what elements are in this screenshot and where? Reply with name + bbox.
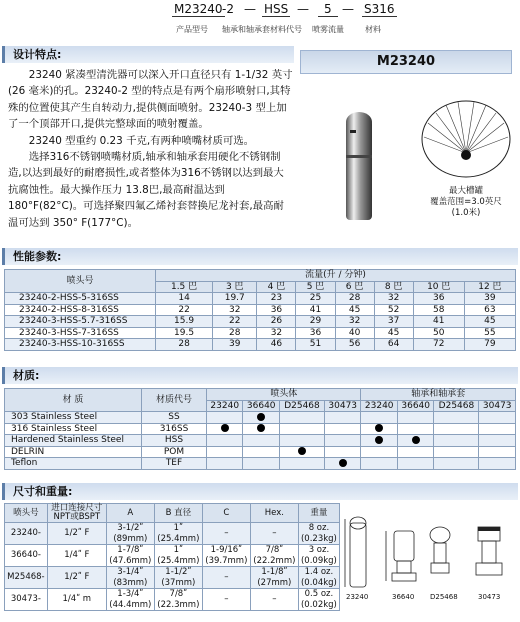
dim-value-metric: (0.04kg): [300, 577, 337, 588]
material-code: SS: [142, 412, 207, 424]
dim-value-metric: (27mm): [257, 577, 292, 588]
material-cell: [279, 412, 324, 424]
material-cell: [279, 423, 324, 435]
dim-value-metric: (39.7mm): [205, 555, 248, 566]
dimensions-table: [4, 503, 340, 611]
spray-caption-line: 最大槽罐: [448, 186, 483, 196]
dim-model: 23240-: [5, 523, 48, 545]
dim-value: –: [224, 572, 229, 583]
flow-value: 28: [156, 339, 213, 351]
code-dash: —: [297, 2, 309, 16]
dim-b: [154, 589, 202, 611]
col-pressure: 12 巴: [464, 281, 515, 293]
nozzle-photo: [330, 100, 390, 230]
section-title-design: 设计特点:: [2, 46, 294, 63]
material-cell: [243, 458, 279, 470]
dim-value-metric: (25.4mm): [157, 533, 200, 544]
code-dash: —: [244, 2, 256, 16]
material-cell: [324, 458, 360, 470]
flow-value: 36: [257, 304, 296, 316]
material-cell: [434, 458, 479, 470]
material-code: TEF: [142, 458, 207, 470]
flow-value: 39: [213, 339, 257, 351]
design-paragraph: 23240 紧凑型清洗器可以深入开口直径只有 1-1/32 英寸(26 毫米)的孔。23240-2 型的特点是有两个扇形喷射口,其特殊的位置使其产生自转动力,提供侧面喷射。23240-3 型上加了一个顶部开口,提供完整球面的喷射覆盖。: [8, 69, 293, 131]
col-part: 23240: [207, 400, 243, 412]
code-caption: 喷雾流量: [312, 25, 344, 34]
col-pressure: 6 巴: [335, 281, 374, 293]
material-name: 316 Stainless Steel: [5, 423, 142, 435]
table-row: [5, 304, 516, 316]
dim-model: 30473-: [5, 589, 48, 611]
col-dimension: B 直径: [154, 504, 202, 523]
flow-value: 32: [257, 327, 296, 339]
flow-value: 15.9: [156, 316, 213, 328]
col-part: 30473: [479, 400, 516, 412]
dim-c: [202, 523, 250, 545]
material-cell: [434, 423, 479, 435]
table-row: [5, 423, 516, 435]
dim-value: 3-1/2ʺ: [117, 523, 144, 533]
flow-value: 51: [296, 339, 335, 351]
spray-caption-line: 覆盖范围=3.0英尺: [430, 197, 502, 207]
flow-value: 52: [374, 304, 413, 316]
dim-value: –: [224, 594, 229, 605]
col-dimension: 进口连接尺寸 NPT或BSPT: [47, 504, 106, 523]
section-title-dimensions: 尺寸和重量:: [2, 483, 518, 500]
dim-value-metric: (0.02kg): [300, 599, 337, 610]
dimension-drawings: [342, 503, 518, 603]
code-part-alloy: S316: [364, 2, 395, 16]
col-material-code: 材质代号: [142, 389, 207, 412]
dim-w: [298, 545, 339, 567]
dim-value-metric: (0.23kg): [300, 533, 337, 544]
flow-value: 32: [213, 304, 257, 316]
table-row: [5, 523, 340, 545]
col-pressure: 4 巴: [257, 281, 296, 293]
flow-value: 41: [296, 304, 335, 316]
dot-icon: [257, 424, 265, 432]
dim-value-metric: (89mm): [113, 533, 148, 544]
flow-value: 45: [335, 304, 374, 316]
col-part: 36640: [397, 400, 433, 412]
dim-value-metric: (47.6mm): [109, 555, 152, 566]
flow-value: 32: [335, 316, 374, 328]
dim-w: [298, 589, 339, 611]
flow-value: 50: [413, 327, 464, 339]
col-dimension: 重量: [298, 504, 339, 523]
dim-model: M25468-: [5, 567, 48, 589]
material-cell: [479, 412, 516, 424]
table-row: [5, 435, 516, 447]
dim-value: –: [224, 528, 229, 539]
flow-value: 41: [413, 316, 464, 328]
dim-hex: [250, 523, 298, 545]
material-cell: [324, 446, 360, 458]
section-title-materials: 材质:: [2, 367, 518, 384]
dim-value: 1-1/8ʺ: [261, 567, 288, 577]
col-part: D25468: [279, 400, 324, 412]
col-pressure: 3 巴: [213, 281, 257, 293]
flow-value: 40: [335, 327, 374, 339]
material-cell: [479, 435, 516, 447]
spray-caption-line: (1.0米): [451, 208, 481, 218]
material-cell: [434, 412, 479, 424]
material-cell: [243, 423, 279, 435]
material-name: Teflon: [5, 458, 142, 470]
material-name: DELRIN: [5, 446, 142, 458]
flow-value: 39: [464, 293, 515, 305]
dim-inlet: 1/4ʺ m: [47, 589, 106, 611]
dim-w: [298, 567, 339, 589]
flow-value: 45: [374, 327, 413, 339]
row-model: 23240-3-HSS-10-316SS: [5, 339, 156, 351]
dim-c: [202, 567, 250, 589]
code-caption: 材料: [365, 25, 381, 34]
material-cell: [361, 423, 397, 435]
design-paragraph: 选择316不锈钢喷嘴材质,轴承和轴承套用硬化不锈钢制造,以达到最好的耐磨损性,或者整体为316不锈钢以达到最大抗腐蚀性。最大操作压力 13.8巴,最高耐温达到180°F(82°C)。可选择聚四氟乙烯衬套替换尼龙衬套,最高耐温可达到 350° F(177°C)。: [8, 151, 284, 229]
table-row: [5, 458, 516, 470]
table-row: [5, 545, 340, 567]
table-row: [5, 293, 516, 305]
row-model: 23240-2-HSS-5-316SS: [5, 293, 156, 305]
flow-value: 56: [335, 339, 374, 351]
material-cell: [434, 446, 479, 458]
dim-value-metric: (83mm): [113, 577, 148, 588]
material-cell: [361, 446, 397, 458]
col-pressure: 1.5 巴: [156, 281, 213, 293]
material-cell: [479, 446, 516, 458]
table-row: [5, 339, 516, 351]
flow-value: 19.5: [156, 327, 213, 339]
code-caption: 产品型号: [176, 25, 208, 34]
section-title-performance: 性能参数:: [2, 248, 518, 265]
material-cell: [243, 412, 279, 424]
material-cell: [207, 435, 243, 447]
dot-icon: [257, 413, 265, 421]
col-dimension: 喷头号: [5, 504, 48, 523]
dim-w: [298, 523, 339, 545]
dim-value: 0.5 oz.: [304, 589, 334, 599]
design-paragraph: 23240 型重约 0.23 千克,有两种喷嘴材质可选。: [28, 134, 255, 147]
table-row: [5, 327, 516, 339]
flow-value: 64: [374, 339, 413, 351]
col-pressure: 5 巴: [296, 281, 335, 293]
dim-hex: [250, 567, 298, 589]
material-name: Hardened Stainless Steel: [5, 435, 142, 447]
col-part: 30473: [324, 400, 360, 412]
dim-b: [154, 523, 202, 545]
dim-a: [106, 523, 154, 545]
dim-value-metric: (25.4mm): [157, 555, 200, 566]
dot-icon: [375, 436, 383, 444]
flow-value: 32: [374, 293, 413, 305]
dim-inlet: 1/2ʺ F: [47, 567, 106, 589]
table-row: [5, 316, 516, 328]
material-code: HSS: [142, 435, 207, 447]
row-model: 23240-3-HSS-5.7-316SS: [5, 316, 156, 328]
table-row: [5, 412, 516, 424]
flow-value: 22: [156, 304, 213, 316]
dim-value: 1-3/4ʺ: [117, 589, 144, 599]
material-cell: [324, 435, 360, 447]
flow-value: 45: [464, 316, 515, 328]
dot-icon: [221, 424, 229, 432]
material-cell: [361, 458, 397, 470]
dim-value: 7/8ʺ: [169, 589, 188, 599]
dim-value-metric: (37mm): [161, 577, 196, 588]
col-dimension: C: [202, 504, 250, 523]
row-model: 23240-3-HSS-7-316SS: [5, 327, 156, 339]
flow-value: 26: [257, 316, 296, 328]
col-group-bearing: 轴承和轴承套: [361, 389, 516, 401]
spray-coverage-drawing: [418, 95, 514, 183]
material-cell: [397, 435, 433, 447]
material-cell: [479, 458, 516, 470]
material-cell: [207, 458, 243, 470]
drawing-label: D25468: [430, 593, 458, 601]
material-cell: [207, 412, 243, 424]
material-cell: [279, 458, 324, 470]
material-code: 316SS: [142, 423, 207, 435]
col-model: 喷头号: [5, 270, 156, 293]
dot-icon: [375, 424, 383, 432]
material-cell: [243, 435, 279, 447]
col-flow: 流量(升 / 分钟): [156, 270, 516, 282]
dim-value-metric: (22.3mm): [157, 599, 200, 610]
material-cell: [361, 435, 397, 447]
material-cell: [397, 412, 433, 424]
code-dash: —: [342, 2, 354, 16]
flow-value: 29: [296, 316, 335, 328]
dim-inlet: 1/2ʺ F: [47, 523, 106, 545]
material-cell: [324, 423, 360, 435]
dot-icon: [412, 436, 420, 444]
dim-model: 36640-: [5, 545, 48, 567]
dim-value: 1ʺ: [173, 545, 183, 555]
col-part: 36640: [243, 400, 279, 412]
dim-a: [106, 567, 154, 589]
dim-value: 1.4 oz.: [304, 567, 334, 577]
drawing-label: 23240: [346, 593, 369, 601]
col-pressure: 8 巴: [374, 281, 413, 293]
flow-value: 19.7: [213, 293, 257, 305]
dim-value: –: [272, 594, 277, 605]
code-caption: 轴承和轴承套材料代号: [222, 25, 302, 34]
dim-value: 3-1/4ʺ: [117, 567, 144, 577]
dim-c: [202, 545, 250, 567]
material-cell: [279, 435, 324, 447]
dim-a: [106, 589, 154, 611]
dim-inlet: 1/4ʺ F: [47, 545, 106, 567]
col-material: 材 质: [5, 389, 142, 412]
drawing-label: 30473: [478, 593, 501, 601]
code-part-model: M23240: [174, 2, 223, 16]
flow-value: 58: [413, 304, 464, 316]
dim-value: 1-9/16ʺ: [210, 545, 243, 555]
table-row: [5, 589, 340, 611]
material-cell: [243, 446, 279, 458]
material-cell: [324, 412, 360, 424]
dim-value-metric: (22.2mm): [253, 555, 296, 566]
flow-value: 46: [257, 339, 296, 351]
flow-value: 55: [464, 327, 515, 339]
flow-value: 25: [296, 293, 335, 305]
code-part-material-code: HSS: [264, 2, 289, 16]
dim-value-metric: (44.4mm): [109, 599, 152, 610]
material-cell: [397, 458, 433, 470]
flow-value: 28: [213, 327, 257, 339]
material-cell: [434, 435, 479, 447]
flow-value: 14: [156, 293, 213, 305]
flow-value: 63: [464, 304, 515, 316]
material-cell: [207, 446, 243, 458]
code-part-bearing: -2: [222, 2, 234, 16]
col-dimension: Hex.: [250, 504, 298, 523]
dim-value: 1-1/2ʺ: [165, 567, 192, 577]
flow-value: 36: [413, 293, 464, 305]
material-cell: [361, 412, 397, 424]
table-row: [5, 567, 340, 589]
code-part-flow: 5: [318, 2, 338, 17]
model-title: M23240: [300, 50, 512, 74]
drawing-label: 36640: [392, 593, 415, 601]
design-text: [8, 67, 294, 231]
material-code: POM: [142, 446, 207, 458]
col-group-head: 喷头体: [207, 389, 361, 401]
dim-value: 1ʺ: [173, 523, 183, 533]
dim-value-metric: (0.09kg): [300, 555, 337, 566]
flow-value: 79: [464, 339, 515, 351]
col-dimension: A: [106, 504, 154, 523]
dot-icon: [298, 447, 306, 455]
performance-table: [4, 269, 516, 351]
table-row: [5, 446, 516, 458]
flow-value: 37: [374, 316, 413, 328]
dim-value: 3 oz.: [308, 545, 330, 555]
material-cell: [207, 423, 243, 435]
materials-table: [4, 388, 516, 470]
dim-value: –: [272, 528, 277, 539]
material-cell: [279, 446, 324, 458]
col-part: 23240: [361, 400, 397, 412]
dim-b: [154, 545, 202, 567]
dim-value: 7/8ʺ: [265, 545, 284, 555]
dim-value: 8 oz.: [308, 523, 330, 533]
spray-caption: [420, 186, 512, 219]
flow-value: 28: [335, 293, 374, 305]
flow-value: 23: [257, 293, 296, 305]
material-cell: [397, 446, 433, 458]
dim-hex: [250, 589, 298, 611]
material-cell: [479, 423, 516, 435]
model-code-line: [0, 2, 520, 38]
dot-icon: [339, 459, 347, 467]
flow-value: 72: [413, 339, 464, 351]
row-model: 23240-2-HSS-8-316SS: [5, 304, 156, 316]
col-pressure: 10 巴: [413, 281, 464, 293]
dim-b: [154, 567, 202, 589]
dim-value: 1-7/8ʺ: [117, 545, 144, 555]
dim-c: [202, 589, 250, 611]
dim-a: [106, 545, 154, 567]
flow-value: 36: [296, 327, 335, 339]
material-cell: [397, 423, 433, 435]
col-part: D25468: [434, 400, 479, 412]
material-name: 303 Stainless Steel: [5, 412, 142, 424]
dim-hex: [250, 545, 298, 567]
flow-value: 22: [213, 316, 257, 328]
